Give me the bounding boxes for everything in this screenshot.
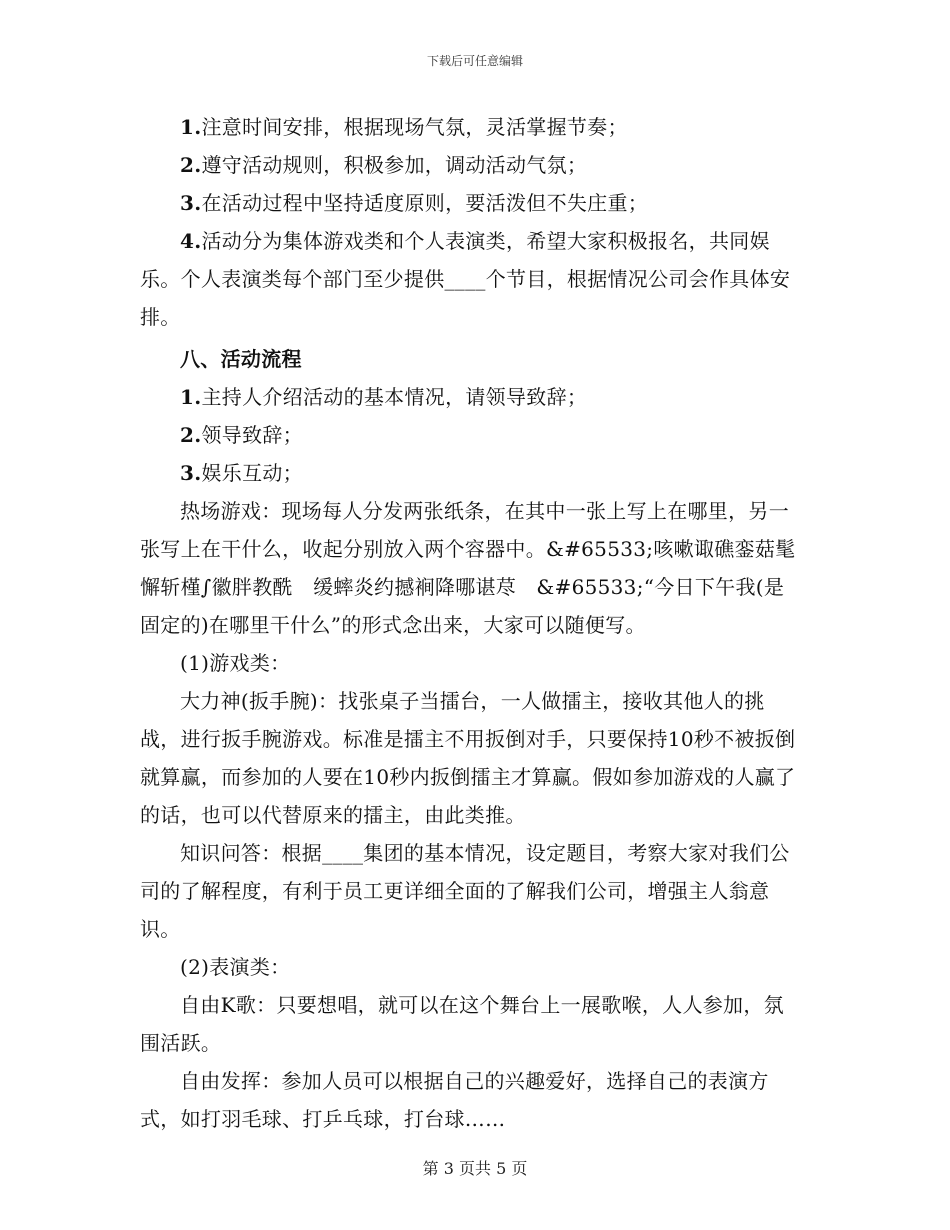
section-heading: 八、活动流程 <box>180 347 302 371</box>
karaoke-paragraph: 自由K歌：只要想唱，就可以在这个舞台上一展歌喉，人人参加，氛围活跃。 <box>140 993 784 1055</box>
item-number: 3. <box>180 461 202 485</box>
warmup-game-paragraph: 热场游戏：现场每人分发两张纸条，在其中一张上写上在哪里，另一张写上在干什么，收起分别放入两个容器中。&#65533;咳嗽诹礁銮菇髦懈斩槿∫徽胖教酰 缓蟀炎约撼裥降哪谌荩 &#65533;“今日下午我(是固定的)在哪里干什么”的形式念出来，大家可以随便写。 <box>140 499 796 637</box>
item-text: 在活动过程中坚持适度原则，要活泼但不失庄重； <box>201 191 649 215</box>
item-text: 领导致辞； <box>201 423 303 447</box>
note-item-1 <box>140 108 800 146</box>
free-play-paragraph: 自由发挥：参加人员可以根据自己的兴趣爱好，选择自己的表演方式，如打羽毛球、打乒乓球，打台球…… <box>140 1069 769 1131</box>
item-text: 注意时间安排，根据现场气氛，灵活掌握节奏； <box>201 115 628 139</box>
item-number: 1. <box>180 385 202 409</box>
performance-subheading: (2)表演类： <box>180 955 291 979</box>
note-item-4 <box>140 222 800 336</box>
item-number: 4. <box>180 229 202 253</box>
games-subheading: (1)游戏类： <box>180 651 291 675</box>
page-header: 下载后可任意编辑 <box>426 54 523 68</box>
item-text: 娱乐互动； <box>201 461 303 485</box>
flow-item-3 <box>140 454 800 492</box>
item-number: 1. <box>180 115 202 139</box>
item-number: 2. <box>180 423 202 447</box>
page-footer: 第 3 页共 5 页 <box>422 1159 528 1178</box>
arm-wrestling-paragraph: 大力神(扳手腕)：找张桌子当擂台，一人做擂主，接收其他人的挑战，进行扳手腕游戏。标准是擂主不用扳倒对手，只要保持10秒不被扳倒就算赢，而参加的人要在10秒内扳倒擂主才算赢。假如参加游戏的人赢了的话，也可以代替原来的擂主，由此类推。 <box>140 689 796 827</box>
flow-item-1 <box>140 378 800 416</box>
item-number: 2. <box>180 153 202 177</box>
item-text: 遵守活动规则，积极参加，调动活动气氛； <box>201 153 588 177</box>
note-item-3 <box>140 184 800 222</box>
item-text: 主持人介绍活动的基本情况，请领导致辞； <box>201 385 588 409</box>
quiz-paragraph: 知识问答：根据____集团的基本情况，设定题目，考察大家对我们公司的了解程度，有利于员工更详细全面的了解我们公司，增强主人翁意识。 <box>140 841 790 941</box>
item-text: 活动分为集体游戏类和个人表演类，希望大家积极报名，共同娱乐。个人表演类每个部门至少提供____个节目，根据情况公司会作具体安排。 <box>140 229 791 329</box>
note-item-2 <box>140 146 800 184</box>
item-number: 3. <box>180 191 202 215</box>
flow-item-2 <box>140 416 800 454</box>
document-body <box>140 108 800 1138</box>
